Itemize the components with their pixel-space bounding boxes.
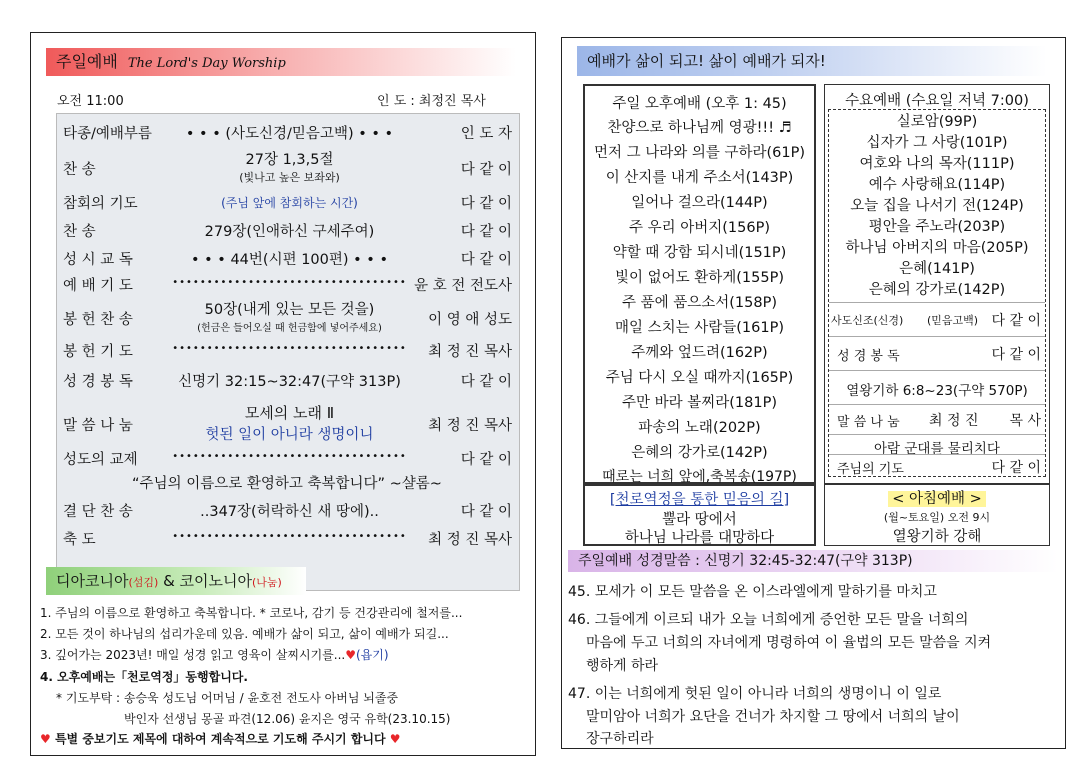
pilgrim-title: [천로역정을 통한 믿음의 길] <box>609 492 790 508</box>
diakonia-header: 디아코니아(섬김) & 코이노니아(나눔) <box>46 567 306 595</box>
song-item: 약할 때 강함 되시네(151P) <box>612 245 787 261</box>
morning-time: (월~토요일) 오전 9시 <box>883 511 991 524</box>
afternoon-worship-box <box>583 84 816 484</box>
wed-order-row: 아람 군대를 물리치다 <box>829 434 1045 454</box>
song-item: 오늘 집을 나서기 전(124P) <box>850 198 1024 214</box>
notice-item: 1. 주님의 이름으로 환영하고 축복합니다. * 코로나, 감기 등 건강관리에 철저를... <box>40 606 463 620</box>
song-item: 일어나 걸으라(144P) <box>631 195 768 211</box>
verse-line: 마음에 두고 너희의 자녀에게 명령하여 이 율법의 모든 말씀을 지켜 <box>586 635 992 651</box>
heart-icon: ♥ <box>40 732 51 746</box>
song-item: 여호와 나의 목자(111P) <box>859 156 1015 172</box>
notice-item: 3. 깊어가는 2023년! 매일 성경 읽고 영육이 살찌시기를...♥(욥기) <box>40 648 389 662</box>
song-item: 평안을 주노라(203P) <box>868 219 1006 235</box>
pilgrim-line: 뿔라 땅에서 <box>662 512 737 528</box>
wednesday-worship-box <box>824 84 1050 484</box>
verse-line: 말미암아 너희가 요단을 건너가 차지할 그 땅에서 너희의 날이 <box>586 709 960 725</box>
worship-header <box>46 48 516 76</box>
song-item: 은혜의 강가로(142P) <box>868 282 1006 298</box>
pilgrim-box <box>583 484 816 546</box>
song-item: 하나님 아버지의 마음(205P) <box>845 240 1029 256</box>
wed-order-row: 주님의 기도 다 같 이 <box>829 454 1045 478</box>
verse-line: 45. 모세가 이 모든 말씀을 온 이스라엘에게 말하기를 마치고 <box>568 584 937 600</box>
morning-title: < 아침예배 > <box>888 491 986 507</box>
prayer-request: 박인자 선생님 몽골 파견(12.06) 윤지은 영국 유학(23.10.15) <box>124 712 451 726</box>
song-item: 주께와 엎드려(162P) <box>631 345 768 361</box>
verse-line: 행하게 하라 <box>586 658 659 674</box>
scripture-header: 주일예배 성경말씀 : 신명기 32:45-32:47(구약 313P) <box>568 550 1058 572</box>
song-item: 빛이 없어도 환하게(155P) <box>614 270 784 286</box>
wed-order-row: 말 씀 나 눔 최 정 진 목 사 <box>829 404 1045 434</box>
verse-line: 46. 그들에게 이르되 내가 오늘 너희에게 증언한 모든 말을 너희의 <box>568 612 969 628</box>
verse-line: 장구하리라 <box>586 731 654 747</box>
song-item: 먼저 그 나라와 의를 구하라(61P) <box>593 145 806 161</box>
song-item: 실로암(99P) <box>896 114 978 130</box>
song-item: 파송의 노래(202P) <box>638 420 761 436</box>
song-item: 이 산지를 내게 주소서(143P) <box>605 170 794 186</box>
left-panel <box>30 32 536 756</box>
song-item: 주 우리 아버지(156P) <box>629 220 770 236</box>
song-item: 은혜의 강가로(142P) <box>631 445 768 461</box>
afternoon-title: 주일 오후예배 (오후 1: 45) <box>612 96 787 112</box>
notice-item: 4. 오후예배는「천로역정」동행합니다. <box>40 670 248 684</box>
song-item: 주님 다시 오실 때까지(165P) <box>605 370 794 386</box>
song-item: 십자가 그 사랑(101P) <box>866 135 1008 151</box>
service-leader: 인 도 : 최정진 목사 <box>377 94 486 109</box>
song-item: 주 품에 품으소서(158P) <box>621 295 777 311</box>
song-item: 때로는 너희 앞에,축복송(197P) <box>602 469 797 485</box>
song-item: 매일 스치는 사람들(161P) <box>614 320 784 336</box>
pilgrim-line: 하나님 나라를 대망하다 <box>624 530 775 546</box>
right-panel <box>561 37 1066 749</box>
wednesday-title: 수요예배 (수요일 저녁 7:00) <box>845 93 1029 109</box>
fellowship-greeting: “주님의 이름으로 환영하고 축복합니다” ~샬롬~ <box>132 476 442 492</box>
worship-title: 주일예배 <box>56 52 118 71</box>
order-of-worship: 타종/예배부름 • • • (사도신경/믿음고백) • • • 인 도 자 찬 송 27장 1,3,5절 (빛나고 높은 보좌와) 다 같 이 참회의 기도 (주님 앞에 참회하는 시간) 다 같 이 찬 송 279장(인애하신 구세주여) 다 같 이 성 시 교 독 • • • 44번(시편 100편) • • • 다 같 이 예 배 기 도 •••••••••••••••••••••••••••••••••• 윤 호 전 전도사 봉 헌 찬 송 50장(내게 있는 모든 것을) (헌금은 들어오실 때 헌금함에 넣어주세요) 이 영 애 성도 봉 헌 기 도 •••••••••••••••••••••••••••••••••• 최 정 진 목사 성 경 봉 독 신명기 32:15~32:47(구약 313P) 다 같 이 말 씀 나 눔 모세의 노래 Ⅱ 헛된 일이 아니라 생명이니 최 정 진 목사 성도의 교제 •••••••••••••••••••••••••••••••••• 다 같 이 “주님의 이름으로 환영하고 축복합니다” ~샬롬~ 결 단 찬 송 ..347장(허락하신 새 땅에).. 다 같 이 축 도 •••••••••••••••••••••••••••••••••• 최 정 진 목사 <box>56 113 520 591</box>
song-item: 찬양으로 하나님께 영광!!! ♬ <box>607 120 792 136</box>
song-item: 주만 바라 볼찌라(181P) <box>621 395 777 411</box>
verse-line: 47. 이는 너희에게 헛된 일이 아니라 너희의 생명이니 이 일로 <box>568 686 942 702</box>
wed-order-row: 사도신조(신경) (믿음고백) 다 같 이 <box>829 302 1045 336</box>
song-item: 은혜(141P) <box>899 261 975 277</box>
wednesday-inner <box>828 109 1046 477</box>
right-header: 예배가 삶이 되고! 삶이 예배가 되자! <box>577 46 1047 76</box>
prayer-request: * 기도부탁 : 송승욱 성도님 어머님 / 윤호전 전도사 아버님 뇌졸중 <box>56 691 399 705</box>
song-item: 예수 사랑해요(114P) <box>868 177 1006 193</box>
wed-order-row: 열왕기하 6:8~23(구약 570P) <box>829 370 1045 404</box>
prayer-notice: ♥ 특별 중보기도 제목에 대하여 계속적으로 기도해 주시기 합니다 ♥ <box>40 732 401 746</box>
notice-item: 2. 모든 것이 하나님의 섭리가운데 있음. 예배가 삶이 되고, 삶이 예배가 되길... <box>40 627 449 641</box>
worship-title-en: The Lord's Day Worship <box>127 56 286 71</box>
heart-icon: ♥ <box>345 648 356 662</box>
morning-text: 열왕기하 강해 <box>892 529 982 545</box>
service-time: 오전 11:00 <box>57 94 124 109</box>
wed-order-row: 성 경 봉 독 다 같 이 <box>829 336 1045 370</box>
heart-icon: ♥ <box>389 732 401 746</box>
morning-worship-box <box>824 484 1050 546</box>
